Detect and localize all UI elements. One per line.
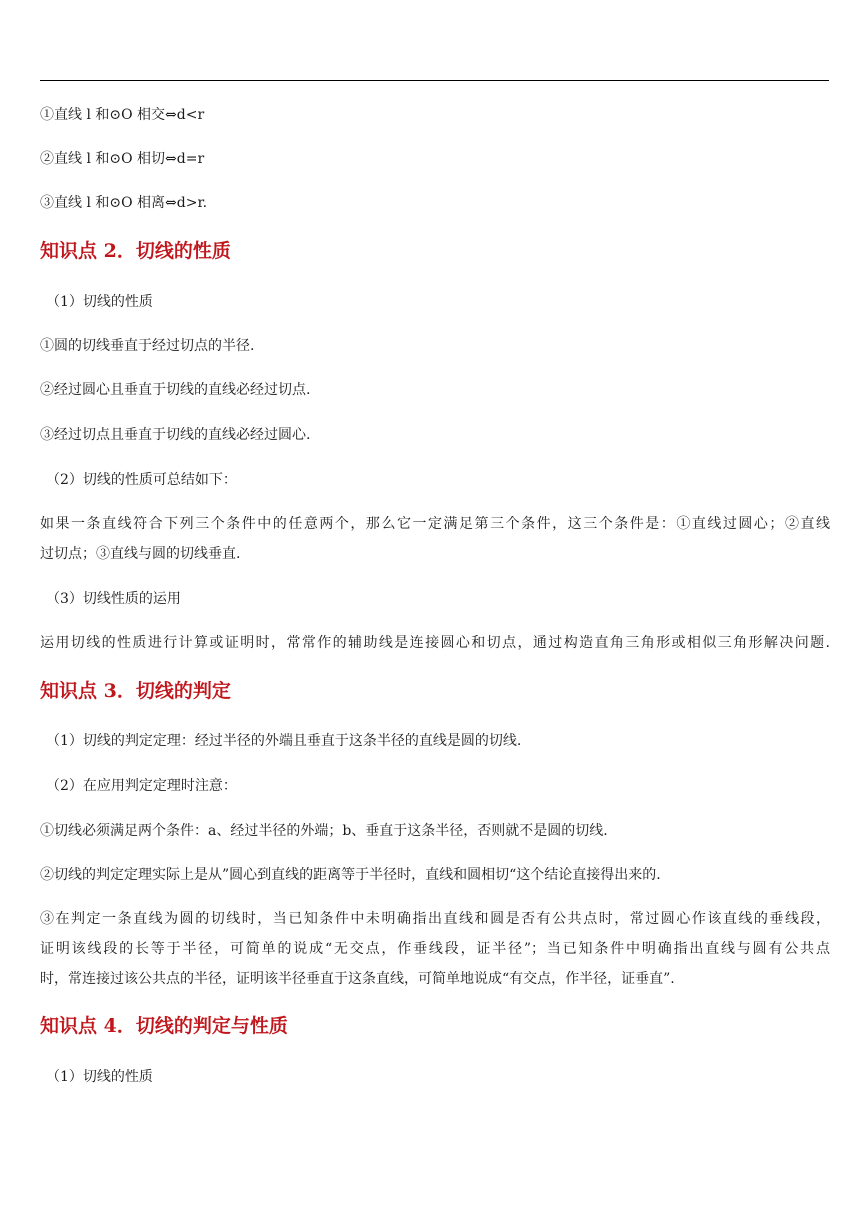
intro-line-1: ①直线 l 和⊙O 相交⇔d<r [40, 107, 205, 123]
section-2-heading: 知识点 2．切线的性质 [40, 240, 231, 262]
s3-line-3: ①切线必须满足两个条件：a、经过半径的外端；b、垂直于这条半径，否则就不是圆的切线. [40, 823, 608, 839]
s3-line-2: （2）在应用判定定理时注意： [46, 778, 237, 794]
s2-line-2: ①圆的切线垂直于经过切点的半径. [40, 338, 255, 354]
s2-line-9: 运用切线的性质进行计算或证明时，常常作的辅助线是连接圆心和切点，通过构造直角三角形或相似三角形解决问题. [40, 635, 830, 651]
s4-line-1: （1）切线的性质 [46, 1069, 153, 1085]
s2-line-7: 过切点；③直线与圆的切线垂直. [40, 546, 241, 562]
section-3-heading: 知识点 3．切线的判定 [40, 680, 231, 702]
s3-line-6: 证明该线段的长等于半径，可简单的说成“无交点，作垂线段，证半径”；当已知条件中明确指出直线与圆有公共点 [40, 941, 830, 957]
intro-line-2: ②直线 l 和⊙O 相切⇔d=r [40, 151, 205, 167]
s3-line-7: 时，常连接过该公共点的半径，证明该半径垂直于这条直线，可简单地说成“有交点，作半径，证垂直”. [40, 971, 675, 987]
s3-line-4: ②切线的判定定理实际上是从”圆心到直线的距离等于半径时，直线和圆相切“这个结论直接得出来的. [40, 867, 661, 883]
s2-line-4: ③经过切点且垂直于切线的直线必经过圆心. [40, 427, 311, 443]
s2-line-1: （1）切线的性质 [46, 294, 153, 310]
intro-line-3: ③直线 l 和⊙O 相离⇔d>r. [40, 195, 208, 211]
s2-line-8: （3）切线性质的运用 [46, 591, 181, 607]
s2-line-6: 如果一条直线符合下列三个条件中的任意两个，那么它一定满足第三个条件，这三个条件是：①直线过圆心；②直线 [40, 516, 830, 532]
header-rule [40, 80, 829, 81]
section-4-heading: 知识点 4．切线的判定与性质 [40, 1015, 288, 1037]
s3-line-5: ③在判定一条直线为圆的切线时，当已知条件中未明确指出直线和圆是否有公共点时，常过圆心作该直线的垂线段， [40, 911, 830, 927]
s2-line-5: （2）切线的性质可总结如下： [46, 472, 237, 488]
s2-line-3: ②经过圆心且垂直于切线的直线必经过切点. [40, 382, 311, 398]
s3-line-1: （1）切线的判定定理：经过半径的外端且垂直于这条半径的直线是圆的切线. [46, 733, 522, 749]
